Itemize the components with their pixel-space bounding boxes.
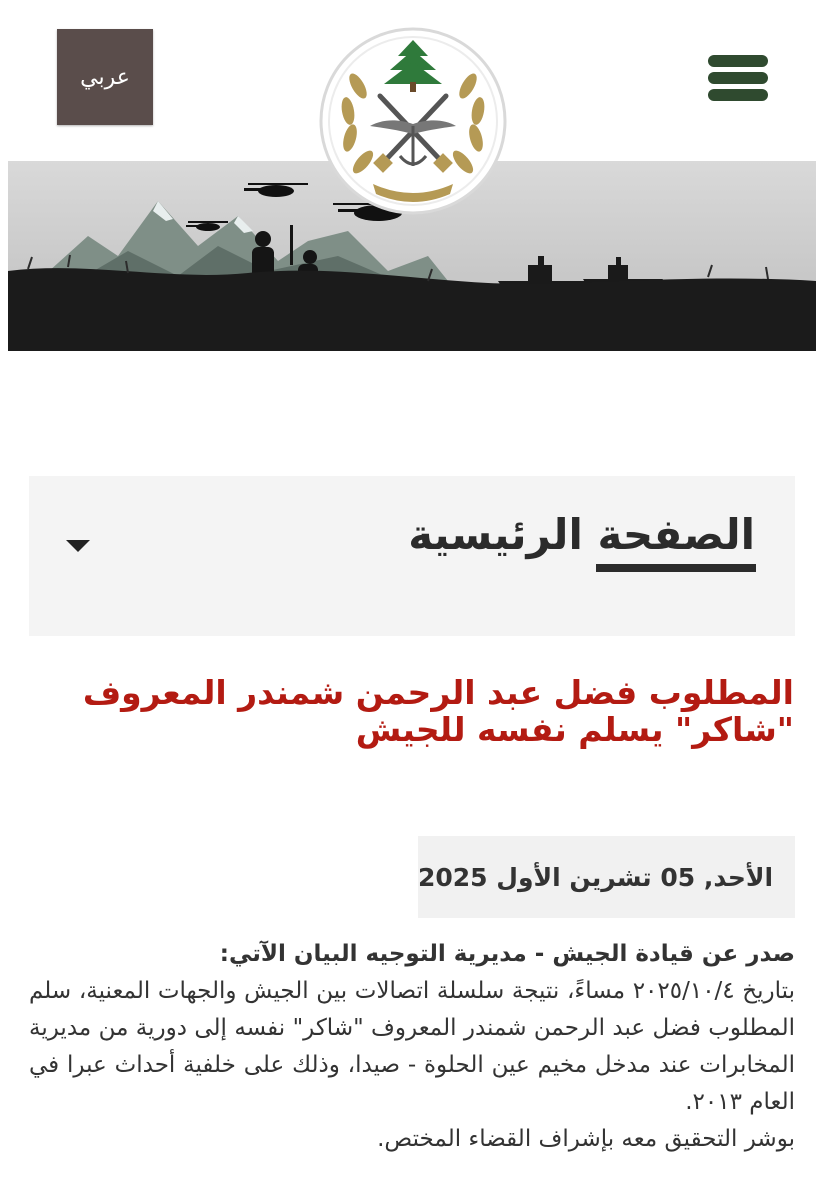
caret-down-icon[interactable] — [66, 540, 90, 552]
article-paragraph: بتاريخ ٢٠٢٥/١٠/٤ مساءً، نتيجة سلسلة اتصالات بين الجيش والجهات المعنية، سلم المطلوب فضل عبد الرحمن شمندر المعروف "شاكر" نفسه إلى دورية من مديرية المخابرات عند مدخل مخيم عين الحلوة - صيدا، وذلك على خلفية أحداث عبرا في العام ٢٠١٣. — [29, 978, 796, 1115]
language-button[interactable]: عربي — [57, 29, 153, 125]
menu-bar — [708, 72, 768, 84]
nav-title-underline — [596, 564, 756, 572]
article-body — [29, 936, 795, 1158]
menu-bar — [708, 89, 768, 101]
hamburger-menu-icon[interactable] — [708, 55, 768, 101]
article-date: الأحد, 05 تشرين الأول 2025 — [418, 836, 795, 918]
menu-bar — [708, 55, 768, 67]
article-headline: المطلوب فضل عبد الرحمن شمندر المعروف "شاكر" يسلم نفسه للجيش — [82, 673, 794, 749]
article-lead: صدر عن قيادة الجيش - مديرية التوجيه البيان الآتي: — [219, 941, 795, 967]
nav-title: الصفحة الرئيسية — [408, 510, 755, 559]
main-nav[interactable] — [29, 476, 795, 636]
army-emblem-icon — [318, 26, 508, 216]
article-paragraph: بوشر التحقيق معه بإشراف القضاء المختص. — [377, 1126, 795, 1152]
army-logo[interactable] — [318, 26, 508, 216]
